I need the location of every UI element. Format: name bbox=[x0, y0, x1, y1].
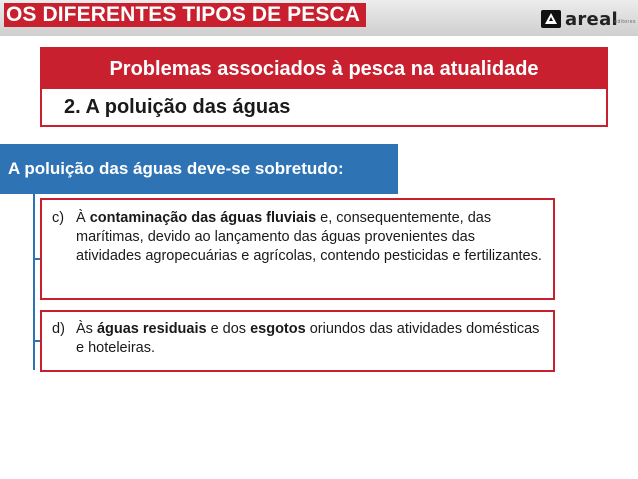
causes-heading: A poluição das águas deve-se sobretudo: bbox=[0, 144, 398, 194]
section-subtitle: 2. A poluição das águas bbox=[64, 96, 291, 118]
slide-title: OS DIFERENTES TIPOS DE PESCA bbox=[4, 3, 366, 27]
logo-text: areal bbox=[564, 8, 618, 30]
section-box bbox=[40, 47, 608, 127]
top-bar bbox=[0, 0, 638, 36]
logo-subtext: editores bbox=[614, 19, 636, 25]
cause-item-d bbox=[40, 310, 555, 372]
emphasis-text: esgotos bbox=[250, 321, 306, 337]
areal-logo bbox=[541, 8, 618, 30]
areal-logo-icon bbox=[541, 10, 561, 28]
item-marker: c) bbox=[52, 210, 65, 226]
item-text: Às águas residuais e dos esgotos oriundos das atividades domésticas e hoteleiras. bbox=[76, 321, 540, 356]
connector-line bbox=[33, 194, 35, 370]
emphasis-text: águas residuais bbox=[96, 321, 207, 337]
item-marker: d) bbox=[52, 321, 65, 337]
item-text: À contaminação das águas fluviais e, consequentemente, das marítimas, devido ao lançamento das águas provenientes das atividades agropecuárias e agrícolas, contendo pesticidas e fertilizantes. bbox=[76, 210, 542, 264]
cause-item-c bbox=[40, 198, 555, 300]
section-title: Problemas associados à pesca na atualidade bbox=[42, 49, 606, 89]
emphasis-text: contaminação das águas fluviais bbox=[89, 210, 317, 226]
